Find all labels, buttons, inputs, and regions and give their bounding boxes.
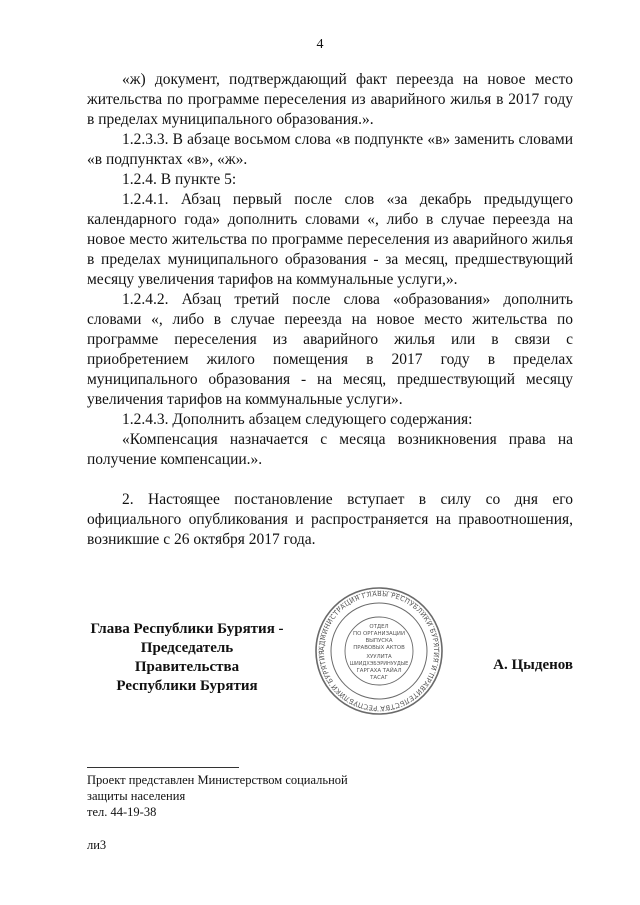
seal-inner-line: ГАРГАХА ТАЙАЛ [356,668,402,674]
page-number: 4 [316,37,324,52]
seal-inner-line: ХУУЛИТА [366,654,392,660]
paragraph: «Компенсация назначается с месяца возникновения права на получение компенсации.». [87,431,573,468]
footnote-line: защиты населения [87,789,186,803]
signatory-name: А. Цыденов [493,657,573,673]
seal-inner-line: ОТДЕЛ [369,624,389,630]
effective-date-paragraph: 2. Настоящее постановление вступает в силу со дня его официального опубликования и распространяется на правоотношения, возникшие с 26 октября 2017 года. [87,491,573,548]
signatory-title-line: Председатель Правительства [134,640,240,675]
signatory-title-line: Глава Республики Бурятия - [90,621,284,637]
svg-text:АДМИНИСТРАЦИЯ ГЛАВЫ РЕСПУБЛИКИ [318,590,440,712]
paragraph: 1.2.4.3. Дополнить абзацем следующего содержания: [122,411,473,428]
seal-inner-line: ТАСАГ [370,675,388,681]
paragraph: «ж) документ, подтверждающий факт переезда на новое место жительства по программе переселения из аварийного жилья в 2017 году в пределах муниципального образования.». [87,71,573,128]
document-code: ли3 [87,838,107,852]
footnote-line: Проект представлен Министерством социальной [87,773,348,787]
seal-outer-text: АДМИНИСТРАЦИЯ ГЛАВЫ РЕСПУБЛИКИ БУРЯТИЯ И ПРАВИТЕЛЬСТВА РЕСПУБЛИКИ БУРЯТИЯ [317,589,441,713]
signatory-title [87,620,287,696]
document-body [87,70,573,550]
footnote [87,772,407,820]
seal-inner-line: ВЫПУСКА [365,638,393,644]
seal-inner-line: ПРАВОВЫХ АКТОВ [353,645,405,651]
footnote-phone: тел. 44-19-38 [87,805,157,819]
seal-inner-line: ШИИДХЭБЭРИНУУДЫЕ [349,661,409,667]
footnote-divider [87,767,239,768]
signatory-title-line: Республики Бурятия [116,678,258,694]
paragraph: 1.2.3.3. В абзаце восьмом слова «в подпункте «в» заменить словами «в подпунктах «в», «ж». [87,131,573,168]
paragraph: 1.2.4.2. Абзац третий после слова «образования» дополнить словами «, либо в случае переезда на новое место жительства по программе переселения из аварийного жилья или в связи с приобретением жилого помещения в 2017 году в пределах муниципального образования - на месяц, предшествующий месяцу увеличения тарифов на коммунальные услуги». [87,291,573,408]
seal-inner-line: ПО ОРГАНИЗАЦИИ [353,631,405,637]
paragraph: 1.2.4.1. Абзац первый после слов «за декабрь предыдущего календарного года» дополнить словами «, либо в случае переезда на новое место жительства по программе переселения из аварийного жилья в пределах муниципального образования - за месяц, предшествующий месяцу увеличения тарифов на коммунальные услуги,». [87,191,573,288]
paragraph: 1.2.4. В пункте 5: [122,171,237,188]
official-seal [314,586,444,716]
